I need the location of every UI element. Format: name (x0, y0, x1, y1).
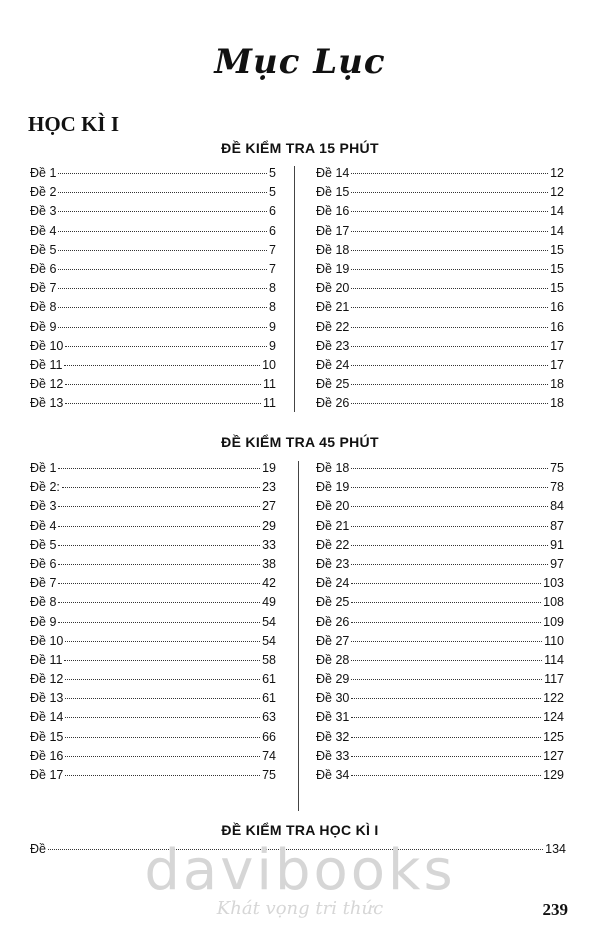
dot-leader (58, 506, 260, 507)
toc-entry-page-number: 87 (550, 518, 564, 533)
toc-entry-label: Đề 2: (30, 480, 60, 495)
toc-entry[interactable] (316, 461, 564, 480)
toc-entry[interactable] (316, 615, 564, 634)
toc-entry-label: Đề 13 (30, 396, 64, 411)
toc-entry-label: Đề 7 (30, 576, 57, 591)
toc-entry-label: Đề 22 (316, 319, 350, 334)
toc-entry-page-number: 8 (269, 300, 276, 315)
dot-leader (351, 211, 548, 212)
toc-entry[interactable] (316, 499, 564, 518)
toc-entry-label: Đề 14 (30, 710, 64, 725)
toc-entry[interactable] (30, 519, 276, 538)
toc-entry[interactable] (30, 300, 276, 319)
page-number: 239 (542, 900, 568, 919)
toc-entry-page-number: 75 (550, 461, 564, 475)
toc-entry-label: Đề 4 (30, 518, 57, 533)
toc-entry[interactable] (30, 480, 276, 499)
watermark-logo: davibooks (144, 838, 456, 903)
toc-entry-label: Đề 20 (316, 281, 350, 296)
toc-entry[interactable] (316, 672, 564, 691)
toc-entry[interactable] (30, 262, 276, 281)
toc-entry-label: Đề 26 (316, 614, 350, 629)
toc-entry-label: Đề 17 (30, 768, 64, 782)
dot-leader (58, 526, 260, 527)
dot-leader (58, 173, 267, 174)
toc-entry-label: Đề 23 (316, 556, 350, 571)
toc-entry-label: Đề 18 (316, 461, 350, 475)
dot-leader (351, 698, 541, 699)
dot-leader (58, 468, 260, 469)
toc-entry-page-number: 78 (550, 480, 564, 495)
toc-entry-page-number: 74 (262, 748, 276, 763)
toc-entry-label: Đề 9 (30, 614, 57, 629)
toc-entry-label: Đề 8 (30, 595, 57, 610)
dot-leader (65, 737, 260, 738)
dot-leader (48, 849, 543, 850)
toc-entry-label: Đề 10 (30, 633, 64, 648)
toc-entry-label: Đề 11 (30, 357, 63, 372)
toc-entry-label: Đề 9 (30, 319, 57, 334)
toc-entry-label: Đề 24 (316, 576, 350, 591)
toc-entry[interactable] (30, 499, 276, 518)
toc-entry-label: Đề 29 (316, 672, 350, 687)
toc-entry-page-number: 5 (269, 185, 276, 200)
toc-entry-label: Đề 25 (316, 377, 350, 392)
toc-entry-page-number: 19 (262, 461, 276, 475)
dot-leader (65, 679, 260, 680)
dot-leader (65, 384, 261, 385)
dot-leader (58, 269, 267, 270)
toc-entry[interactable] (316, 281, 564, 300)
toc-entry[interactable] (30, 358, 276, 377)
toc-entry-page-number: 129 (543, 768, 564, 782)
toc-list-45-min-left (30, 461, 276, 787)
toc-list-15-min-right (316, 166, 564, 415)
dot-leader (351, 756, 541, 757)
dot-leader (351, 602, 541, 603)
toc-entry-label: Đề 24 (316, 357, 350, 372)
dot-leader (58, 583, 260, 584)
toc-entry-page-number: 117 (544, 672, 564, 687)
toc-entry[interactable] (30, 749, 276, 768)
toc-entry[interactable] (316, 243, 564, 262)
toc-entry-page-number: 7 (269, 242, 276, 257)
dot-leader (351, 641, 542, 642)
toc-entry[interactable] (316, 653, 564, 672)
dot-leader (351, 231, 548, 232)
dot-leader (351, 403, 548, 404)
toc-entry-page-number: 9 (269, 338, 276, 353)
dot-leader (58, 231, 267, 232)
toc-entry-page-number: 66 (262, 729, 276, 744)
toc-entry[interactable] (316, 749, 564, 768)
column-divider (294, 166, 295, 412)
toc-entry[interactable] (316, 320, 564, 339)
toc-entry[interactable] (30, 243, 276, 262)
dot-leader (58, 622, 260, 623)
dot-leader (65, 346, 267, 347)
toc-entry-page-number: 12 (550, 166, 564, 180)
toc-entry[interactable] (316, 262, 564, 281)
toc-entry[interactable] (316, 634, 564, 653)
dot-leader (351, 737, 541, 738)
toc-entry-label: Đề 15 (30, 729, 64, 744)
dot-leader (65, 641, 260, 642)
toc-entry-label: Đề 14 (316, 166, 350, 180)
toc-entry-page-number: 17 (550, 338, 564, 353)
toc-list-semester-exam (30, 842, 566, 861)
dot-leader (351, 545, 548, 546)
toc-entry-page-number: 103 (543, 576, 564, 591)
toc-entry[interactable] (316, 538, 564, 557)
semester-heading: HỌC KÌ I (28, 112, 120, 136)
dot-leader (351, 384, 548, 385)
toc-entry-page-number: 15 (550, 242, 564, 257)
toc-entry-page-number: 11 (263, 377, 276, 392)
toc-entry-page-number: 125 (543, 729, 564, 744)
toc-entry-label: Đề 5 (30, 242, 57, 257)
toc-entry-label: Đề 17 (316, 223, 350, 238)
toc-entry-label: Đề 12 (30, 672, 64, 687)
toc-entry-page-number: 54 (262, 633, 276, 648)
toc-entry-label: Đề 34 (316, 768, 350, 782)
toc-entry[interactable] (30, 615, 276, 634)
toc-entry-page-number: 109 (543, 614, 564, 629)
toc-entry[interactable] (30, 653, 276, 672)
dot-leader (351, 192, 548, 193)
toc-entry-label: Đề 20 (316, 499, 350, 514)
toc-entry[interactable] (316, 300, 564, 319)
toc-list-45-min-right (316, 461, 564, 787)
dot-leader (351, 660, 542, 661)
toc-entry-label: Đề 11 (30, 652, 63, 667)
toc-entry[interactable] (316, 576, 564, 595)
toc-entry-label: Đề 25 (316, 595, 350, 610)
dot-leader (58, 564, 260, 565)
dot-leader (351, 506, 548, 507)
dot-leader (351, 564, 548, 565)
toc-entry-page-number: 6 (269, 204, 276, 219)
toc-entry-label: Đề 18 (316, 242, 350, 257)
dot-leader (65, 717, 260, 718)
toc-entry[interactable] (30, 396, 276, 415)
dot-leader (64, 365, 260, 366)
toc-entry-label: Đề 16 (30, 748, 64, 763)
toc-entry[interactable] (30, 710, 276, 729)
section-heading-semester-exam: ĐỀ KIỂM TRA HỌC KÌ I (221, 822, 379, 838)
toc-entry[interactable] (30, 281, 276, 300)
toc-entry-label: Đề 3 (30, 204, 57, 219)
toc-entry-label: Đề 6 (30, 261, 57, 276)
toc-entry[interactable] (316, 691, 564, 710)
toc-entry[interactable] (316, 768, 564, 787)
dot-leader (58, 327, 267, 328)
dot-leader (351, 468, 548, 469)
toc-entry[interactable] (316, 595, 564, 614)
toc-entry-page-number: 10 (262, 357, 276, 372)
toc-entry-page-number: 110 (544, 633, 564, 648)
toc-entry[interactable] (30, 377, 276, 396)
toc-entry-page-number: 5 (269, 166, 276, 180)
column-divider (298, 461, 299, 811)
toc-entry[interactable] (316, 204, 564, 223)
toc-entry[interactable] (30, 461, 276, 480)
dot-leader (58, 602, 260, 603)
toc-entry-page-number: 38 (262, 556, 276, 571)
toc-entry-page-number: 7 (269, 261, 276, 276)
dot-leader (351, 269, 548, 270)
toc-entry-page-number: 63 (262, 710, 276, 725)
dot-leader (351, 526, 548, 527)
toc-entry-label: Đề 30 (316, 691, 350, 706)
dot-leader (65, 775, 260, 776)
dot-leader (351, 307, 548, 308)
toc-entry-page-number: 61 (262, 672, 276, 687)
toc-entry[interactable] (30, 320, 276, 339)
toc-entry[interactable] (316, 339, 564, 358)
toc-entry[interactable] (316, 557, 564, 576)
dot-leader (351, 679, 542, 680)
toc-entry-label: Đề 1 (30, 461, 57, 475)
toc-entry-page-number: 15 (550, 261, 564, 276)
toc-entry-label: Đề 28 (316, 652, 350, 667)
toc-entry[interactable] (30, 538, 276, 557)
toc-entry-page-number: 14 (550, 223, 564, 238)
dot-leader (351, 327, 548, 328)
toc-entry[interactable] (316, 224, 564, 243)
toc-entry-page-number: 49 (262, 595, 276, 610)
toc-entry[interactable] (30, 634, 276, 653)
toc-entry-label: Đề 2 (30, 185, 57, 200)
dot-leader (351, 775, 541, 776)
toc-entry-page-number: 58 (262, 652, 276, 667)
toc-entry-label: Đề 19 (316, 480, 350, 495)
toc-entry-label: Đề 1 (30, 166, 57, 180)
toc-entry-page-number: 16 (550, 300, 564, 315)
toc-entry[interactable] (30, 576, 276, 595)
dot-leader (64, 660, 260, 661)
toc-entry-page-number: 18 (550, 396, 564, 411)
toc-entry-label: Đề 13 (30, 691, 64, 706)
page-title: Mục Lục (214, 42, 386, 82)
dot-leader (351, 365, 548, 366)
toc-entry-label: Đề 15 (316, 185, 350, 200)
dot-leader (351, 583, 541, 584)
dot-leader (62, 487, 260, 488)
toc-list-15-min-left (30, 166, 276, 415)
dot-leader (351, 250, 548, 251)
toc-entry-page-number: 124 (543, 710, 564, 725)
toc-entry[interactable] (30, 842, 566, 861)
toc-entry-label: Đề 23 (316, 338, 350, 353)
dot-leader (351, 622, 541, 623)
toc-entry-label: Đề 33 (316, 748, 350, 763)
toc-entry-page-number: 14 (550, 204, 564, 219)
toc-entry-label: Đề 12 (30, 377, 64, 392)
toc-entry-label: Đề 8 (30, 300, 57, 315)
toc-entry-page-number: 108 (543, 595, 564, 610)
toc-entry[interactable] (316, 519, 564, 538)
toc-entry-label: Đề 31 (316, 710, 350, 725)
toc-entry-page-number: 16 (550, 319, 564, 334)
toc-entry-label: Đề 16 (316, 204, 350, 219)
dot-leader (351, 173, 548, 174)
watermark-slogan: Khát vọng tri thức (216, 898, 384, 919)
toc-entry[interactable] (316, 358, 564, 377)
toc-entry-label: Đề 5 (30, 537, 57, 552)
toc-entry[interactable] (30, 730, 276, 749)
toc-entry-page-number: 6 (269, 223, 276, 238)
dot-leader (65, 403, 261, 404)
toc-entry-page-number: 75 (262, 768, 276, 782)
toc-entry[interactable] (30, 595, 276, 614)
toc-entry-page-number: 8 (269, 281, 276, 296)
toc-entry-page-number: 18 (550, 377, 564, 392)
toc-entry[interactable] (30, 557, 276, 576)
toc-entry-page-number: 122 (543, 691, 564, 706)
dot-leader (58, 545, 260, 546)
dot-leader (65, 698, 260, 699)
toc-entry-page-number: 97 (550, 556, 564, 571)
toc-entry-label: Đề 4 (30, 223, 57, 238)
dot-leader (351, 346, 548, 347)
toc-entry-page-number: 54 (262, 614, 276, 629)
toc-entry[interactable] (30, 224, 276, 243)
toc-entry-page-number: 42 (262, 576, 276, 591)
toc-entry-page-number: 33 (262, 537, 276, 552)
toc-entry-label: Đề 3 (30, 499, 57, 514)
toc-entry-label: Đề 27 (316, 633, 350, 648)
toc-entry[interactable] (316, 396, 564, 415)
toc-entry-label: Đề 32 (316, 729, 350, 744)
dot-leader (65, 756, 260, 757)
toc-entry[interactable] (316, 730, 564, 749)
toc-entry[interactable] (316, 185, 564, 204)
toc-entry-label: Đề 6 (30, 556, 57, 571)
toc-entry[interactable] (316, 710, 564, 729)
toc-entry[interactable] (30, 768, 276, 787)
toc-entry-label: Đề 19 (316, 261, 350, 276)
dot-leader (351, 288, 548, 289)
toc-entry-page-number: 134 (545, 842, 566, 856)
dot-leader (58, 250, 267, 251)
toc-entry-page-number: 17 (550, 357, 564, 372)
toc-entry-page-number: 12 (550, 185, 564, 200)
toc-entry-label: Đề (30, 842, 46, 856)
toc-entry-label: Đề 21 (316, 518, 350, 533)
toc-entry[interactable] (30, 672, 276, 691)
toc-entry[interactable] (30, 185, 276, 204)
dot-leader (58, 307, 267, 308)
toc-entry-page-number: 11 (263, 396, 276, 411)
dot-leader (58, 288, 267, 289)
toc-entry[interactable] (316, 480, 564, 499)
dot-leader (58, 211, 267, 212)
toc-entry-page-number: 114 (544, 652, 564, 667)
dot-leader (351, 487, 548, 488)
toc-entry-page-number: 91 (550, 537, 564, 552)
toc-entry[interactable] (30, 691, 276, 710)
dot-leader (351, 717, 541, 718)
toc-entry[interactable] (316, 377, 564, 396)
toc-entry[interactable] (30, 204, 276, 223)
toc-entry[interactable] (316, 166, 564, 185)
toc-entry-page-number: 27 (262, 499, 276, 514)
toc-entry-label: Đề 7 (30, 281, 57, 296)
toc-entry-page-number: 15 (550, 281, 564, 296)
toc-entry-label: Đề 22 (316, 537, 350, 552)
toc-entry-label: Đề 10 (30, 338, 64, 353)
section-heading-15-min: ĐỀ KIỂM TRA 15 PHÚT (221, 140, 379, 156)
toc-entry-label: Đề 26 (316, 396, 350, 411)
toc-entry-label: Đề 21 (316, 300, 350, 315)
section-heading-45-min: ĐỀ KIỂM TRA 45 PHÚT (221, 434, 379, 450)
toc-entry[interactable] (30, 339, 276, 358)
toc-entry-page-number: 9 (269, 319, 276, 334)
dot-leader (58, 192, 267, 193)
toc-entry-page-number: 23 (262, 480, 276, 495)
toc-entry-page-number: 84 (550, 499, 564, 514)
toc-entry-page-number: 127 (543, 748, 564, 763)
toc-entry-page-number: 61 (262, 691, 276, 706)
toc-entry[interactable] (30, 166, 276, 185)
toc-entry-page-number: 29 (262, 518, 276, 533)
